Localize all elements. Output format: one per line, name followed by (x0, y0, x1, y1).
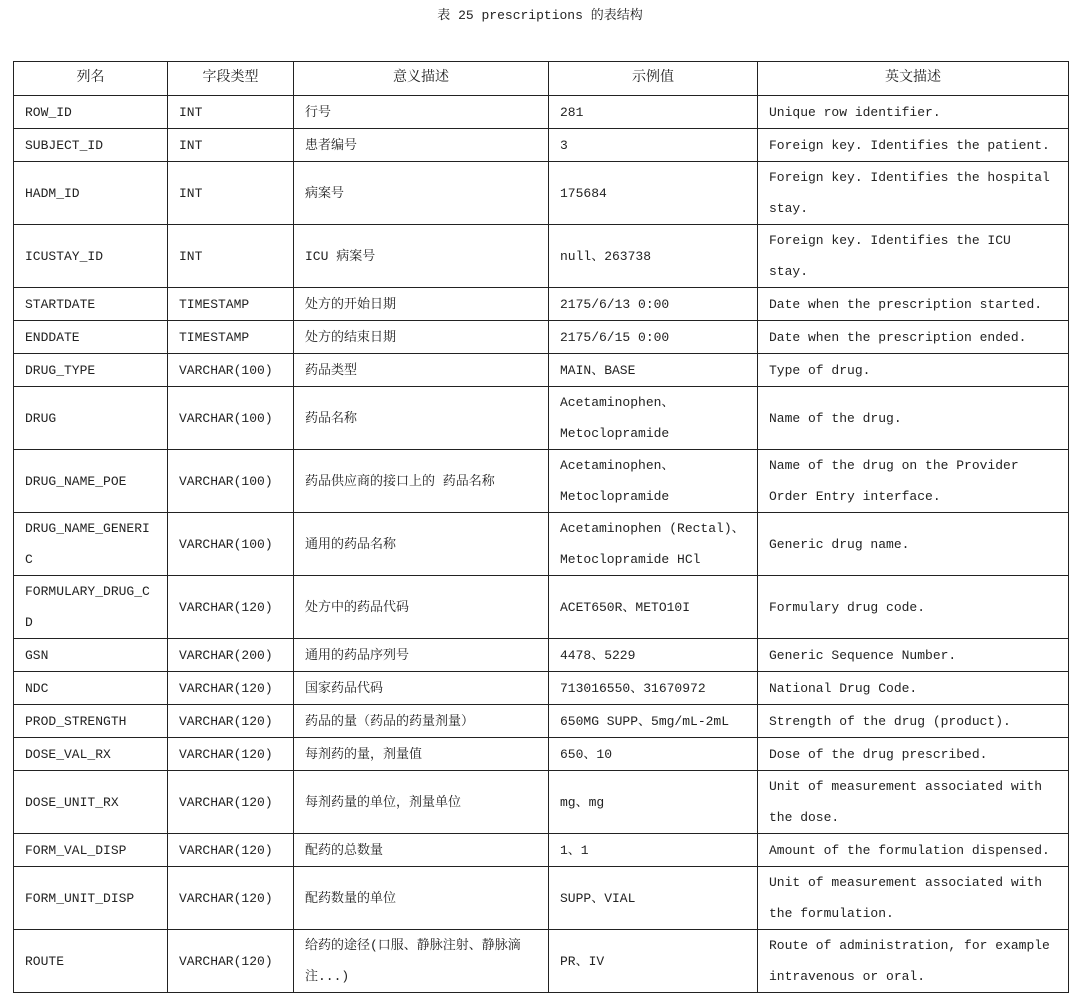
header-meaning: 意义描述 (294, 62, 549, 96)
table-row (14, 771, 1069, 834)
table-row (14, 930, 1069, 993)
cell-field-type: INT (168, 96, 294, 129)
cell-field-type: VARCHAR(120) (168, 930, 294, 993)
cell-english-description: Generic drug name. (758, 513, 1069, 576)
cell-example: 650MG SUPP、5mg/mL-2mL (549, 705, 758, 738)
cell-field-type: VARCHAR(100) (168, 513, 294, 576)
cell-meaning: 药品供应商的接口上的 药品名称 (294, 450, 549, 513)
table-row (14, 738, 1069, 771)
cell-english-description: National Drug Code. (758, 672, 1069, 705)
cell-example: ACET650R、METO10I (549, 576, 758, 639)
cell-column-name: ROW_ID (14, 96, 168, 129)
cell-english-description: Name of the drug on the Provider Order Entry interface. (758, 450, 1069, 513)
cell-field-type: VARCHAR(120) (168, 834, 294, 867)
cell-field-type: VARCHAR(120) (168, 705, 294, 738)
cell-english-description: Dose of the drug prescribed. (758, 738, 1069, 771)
cell-example: MAIN、BASE (549, 354, 758, 387)
table-row (14, 705, 1069, 738)
cell-field-type: VARCHAR(100) (168, 450, 294, 513)
cell-meaning: 每剂药的量，剂量值 (294, 738, 549, 771)
cell-column-name: DOSE_UNIT_RX (14, 771, 168, 834)
cell-example: null、263738 (549, 225, 758, 288)
table-row (14, 288, 1069, 321)
cell-meaning: 药品的量（药品的药量剂量） (294, 705, 549, 738)
cell-meaning: 药品类型 (294, 354, 549, 387)
cell-meaning: 行号 (294, 96, 549, 129)
header-english-description: 英文描述 (758, 62, 1069, 96)
cell-meaning: 通用的药品名称 (294, 513, 549, 576)
prescriptions-schema-table (13, 61, 1069, 993)
table-row (14, 672, 1069, 705)
cell-field-type: TIMESTAMP (168, 288, 294, 321)
cell-column-name: DRUG_NAME_GENERIC (14, 513, 168, 576)
cell-column-name: ENDDATE (14, 321, 168, 354)
table-row (14, 450, 1069, 513)
table-row (14, 225, 1069, 288)
cell-example: PR、IV (549, 930, 758, 993)
cell-example: 175684 (549, 162, 758, 225)
cell-column-name: HADM_ID (14, 162, 168, 225)
cell-english-description: Formulary drug code. (758, 576, 1069, 639)
cell-field-type: VARCHAR(100) (168, 387, 294, 450)
cell-example: mg、mg (549, 771, 758, 834)
cell-field-type: VARCHAR(120) (168, 771, 294, 834)
table-row (14, 129, 1069, 162)
cell-example: Acetaminophen、 Metoclopramide (549, 387, 758, 450)
cell-example: Acetaminophen (Rectal)、 Metoclopramide HCl (549, 513, 758, 576)
cell-example: 1、1 (549, 834, 758, 867)
cell-field-type: VARCHAR(120) (168, 672, 294, 705)
cell-column-name: DRUG_NAME_POE (14, 450, 168, 513)
cell-meaning: 配药的总数量 (294, 834, 549, 867)
table-row (14, 639, 1069, 672)
cell-column-name: ROUTE (14, 930, 168, 993)
cell-column-name: DOSE_VAL_RX (14, 738, 168, 771)
cell-column-name: DRUG_TYPE (14, 354, 168, 387)
cell-column-name: FORMULARY_DRUG_CD (14, 576, 168, 639)
cell-english-description: Date when the prescription started. (758, 288, 1069, 321)
cell-field-type: INT (168, 129, 294, 162)
cell-column-name: PROD_STRENGTH (14, 705, 168, 738)
cell-example: 713016550、31670972 (549, 672, 758, 705)
cell-field-type: VARCHAR(120) (168, 738, 294, 771)
cell-english-description: Route of administration, for example intravenous or oral. (758, 930, 1069, 993)
table-caption: 表 25 prescriptions 的表结构 (437, 8, 643, 23)
cell-meaning: 处方的开始日期 (294, 288, 549, 321)
cell-example: SUPP、VIAL (549, 867, 758, 930)
table-row (14, 387, 1069, 450)
table-body (14, 96, 1069, 993)
cell-column-name: SUBJECT_ID (14, 129, 168, 162)
cell-meaning: 处方的结束日期 (294, 321, 549, 354)
cell-example: 650、10 (549, 738, 758, 771)
table-row (14, 354, 1069, 387)
cell-example: 2175/6/15 0:00 (549, 321, 758, 354)
cell-column-name: FORM_UNIT_DISP (14, 867, 168, 930)
cell-field-type: VARCHAR(100) (168, 354, 294, 387)
table-row (14, 96, 1069, 129)
cell-english-description: Unique row identifier. (758, 96, 1069, 129)
table-header-row (14, 62, 1069, 96)
cell-meaning: 每剂药量的单位，剂量单位 (294, 771, 549, 834)
cell-field-type: VARCHAR(120) (168, 867, 294, 930)
cell-column-name: GSN (14, 639, 168, 672)
cell-column-name: DRUG (14, 387, 168, 450)
header-field-type: 字段类型 (168, 62, 294, 96)
cell-english-description: Foreign key. Identifies the patient. (758, 129, 1069, 162)
cell-english-description: Unit of measurement associated with the dose. (758, 771, 1069, 834)
header-example: 示例值 (549, 62, 758, 96)
header-column-name: 列名 (14, 62, 168, 96)
cell-column-name: STARTDATE (14, 288, 168, 321)
cell-meaning: 国家药品代码 (294, 672, 549, 705)
cell-english-description: Strength of the drug (product). (758, 705, 1069, 738)
cell-english-description: Name of the drug. (758, 387, 1069, 450)
cell-field-type: VARCHAR(120) (168, 576, 294, 639)
cell-english-description: Generic Sequence Number. (758, 639, 1069, 672)
cell-example: 3 (549, 129, 758, 162)
cell-field-type: VARCHAR(200) (168, 639, 294, 672)
cell-english-description: Amount of the formulation dispensed. (758, 834, 1069, 867)
cell-meaning: ICU 病案号 (294, 225, 549, 288)
cell-column-name: FORM_VAL_DISP (14, 834, 168, 867)
cell-column-name: ICUSTAY_ID (14, 225, 168, 288)
table-row (14, 576, 1069, 639)
cell-field-type: INT (168, 225, 294, 288)
table-row (14, 867, 1069, 930)
table-row (14, 321, 1069, 354)
cell-meaning: 给药的途径(口服、静脉注射、静脉滴注...) (294, 930, 549, 993)
cell-field-type: INT (168, 162, 294, 225)
cell-meaning: 处方中的药品代码 (294, 576, 549, 639)
cell-column-name: NDC (14, 672, 168, 705)
cell-field-type: TIMESTAMP (168, 321, 294, 354)
cell-meaning: 病案号 (294, 162, 549, 225)
cell-meaning: 通用的药品序列号 (294, 639, 549, 672)
cell-english-description: Foreign key. Identifies the ICU stay. (758, 225, 1069, 288)
table-row (14, 834, 1069, 867)
cell-example: Acetaminophen、 Metoclopramide (549, 450, 758, 513)
cell-meaning: 配药数量的单位 (294, 867, 549, 930)
cell-meaning: 药品名称 (294, 387, 549, 450)
cell-example: 4478、5229 (549, 639, 758, 672)
cell-english-description: Date when the prescription ended. (758, 321, 1069, 354)
cell-english-description: Unit of measurement associated with the formulation. (758, 867, 1069, 930)
table-row (14, 162, 1069, 225)
cell-example: 281 (549, 96, 758, 129)
cell-english-description: Foreign key. Identifies the hospital stay. (758, 162, 1069, 225)
cell-meaning: 患者编号 (294, 129, 549, 162)
cell-example: 2175/6/13 0:00 (549, 288, 758, 321)
cell-english-description: Type of drug. (758, 354, 1069, 387)
table-row (14, 513, 1069, 576)
